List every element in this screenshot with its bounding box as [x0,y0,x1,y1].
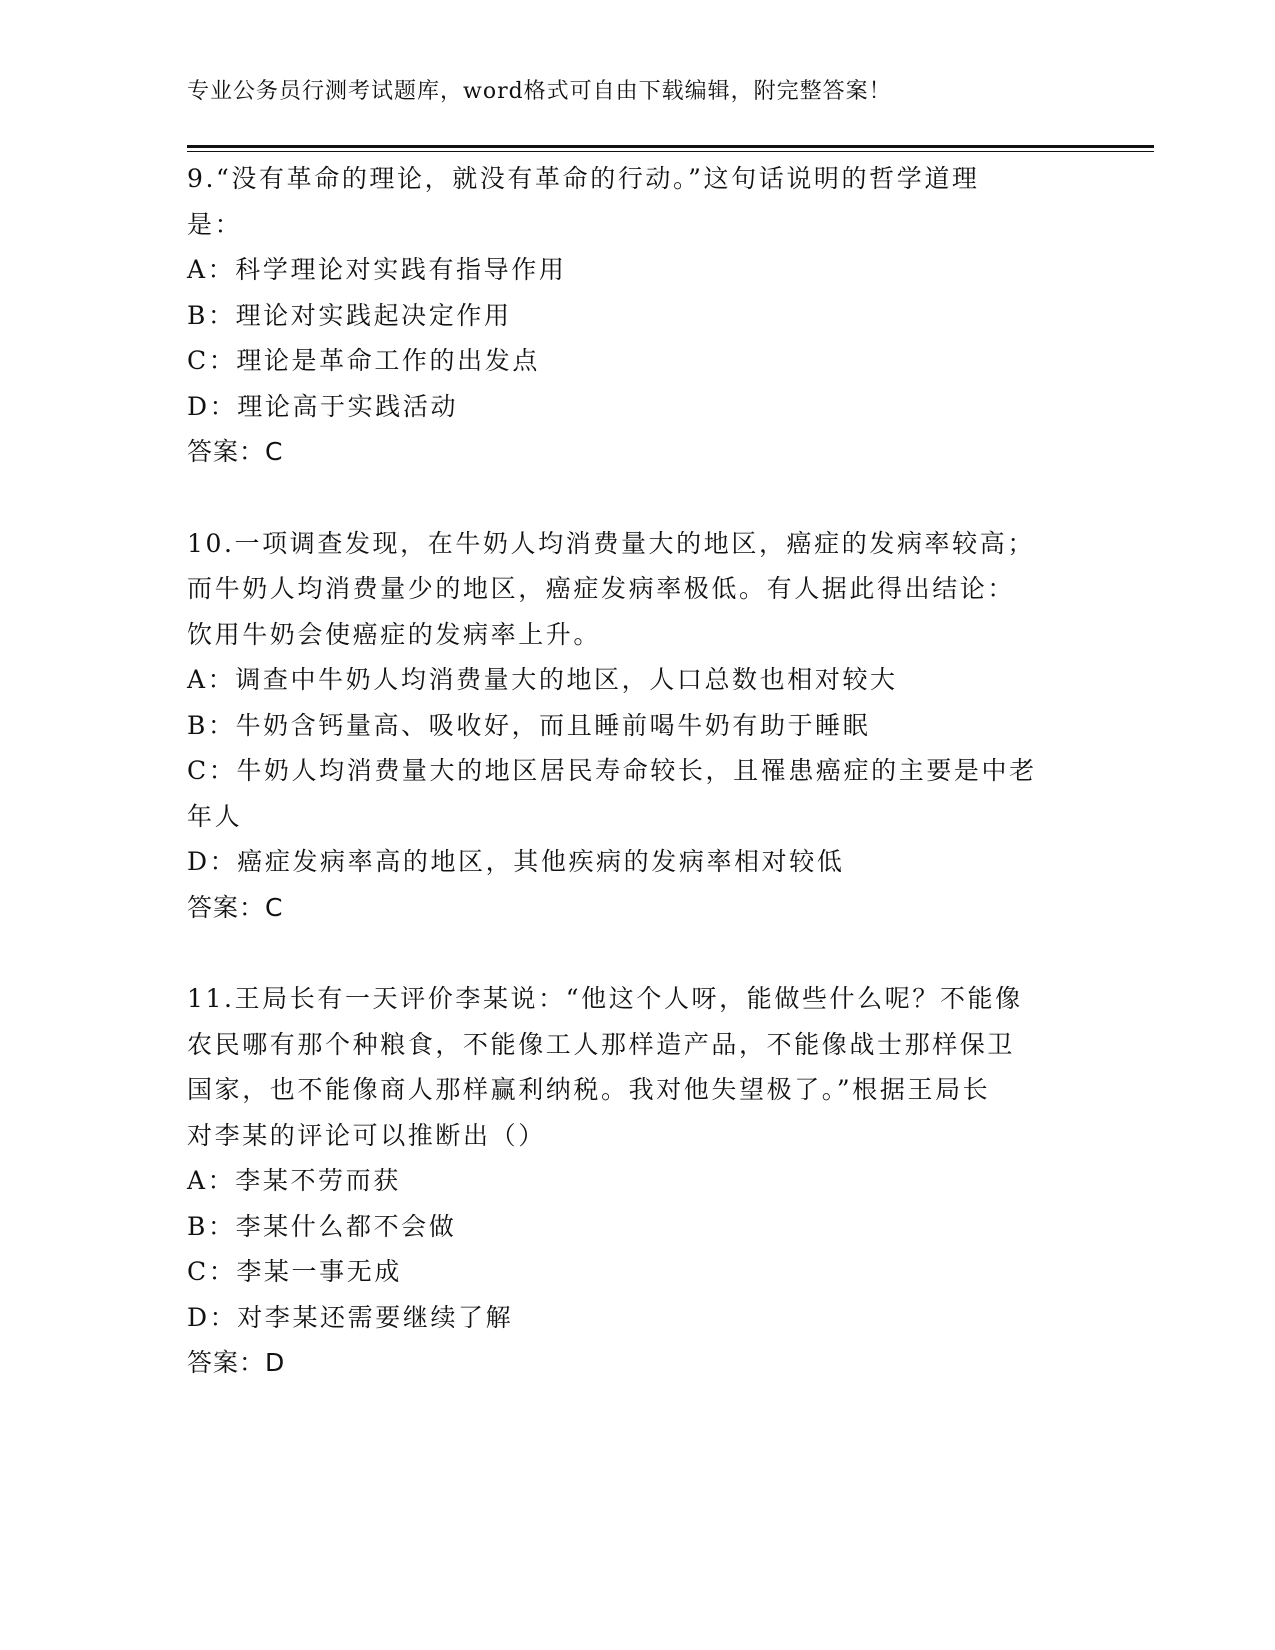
question-11 [187,976,1087,1386]
option-d: D：理论高于实践活动 [187,391,459,421]
header-rule-thick [187,145,1154,148]
page-header: 专业公务员行测考试题库，word格式可自由下载编辑，附完整答案！ [187,79,892,104]
option-d: D：癌症发病率高的地区，其他疾病的发病率相对较低 [187,847,845,876]
option-c: C：牛奶人均消费量大的地区居民寿命较长，且罹患癌症的主要是中老 [187,756,1037,785]
answer-label: 答案：C [187,437,284,466]
question-stem-line: 饮用牛奶会使癌症的发病率上升。 [187,619,602,649]
option-a: A：调查中牛奶人均消费量大的地区，人口总数也相对较大 [187,665,898,694]
option-a: A：科学理论对实践有指导作用 [187,255,567,284]
header-rule-thin [187,151,1154,152]
question-9 [187,156,1087,475]
question-list [187,156,1087,1432]
option-c: C：李某一事无成 [187,1257,402,1286]
answer-label: 答案：D [187,1348,286,1377]
question-stem-line: 对李某的评论可以推断出（） [187,1120,546,1150]
question-stem-line: 而牛奶人均消费量少的地区，癌症发病率极低。有人据此得出结论： [187,574,1016,603]
question-stem-line: 农民哪有那个种粮食，不能像工人那样造产品，不能像战士那样保卫 [187,1029,1016,1059]
option-b: B：理论对实践起决定作用 [187,300,512,330]
option-d: D：对李某还需要继续了解 [187,1302,514,1332]
question-stem-line: 国家，也不能像商人那样赢利纳税。我对他失望极了。”根据王局长 [187,1075,991,1104]
question-stem-line: 11.王局长有一天评价李某说：“他这个人呀，能做些什么呢？不能像 [187,984,1023,1013]
question-10 [187,521,1087,931]
question-stem-line: 9.“没有革命的理论，就没有革命的行动。”这句话说明的哲学道理 [187,164,980,193]
question-stem-line: 10.一项调查发现，在牛奶人均消费量大的地区，癌症的发病率较高； [187,528,1035,558]
option-a: A：李某不劳而获 [187,1166,401,1195]
option-c-continued: 年人 [187,801,243,831]
question-stem-line: 是： [187,209,243,239]
option-c: C：理论是革命工作的出发点 [187,346,540,375]
option-b: B：牛奶含钙量高、吸收好，而且睡前喝牛奶有助于睡眠 [187,710,871,740]
option-b: B：李某什么都不会做 [187,1211,457,1241]
answer-label: 答案：C [187,892,284,922]
